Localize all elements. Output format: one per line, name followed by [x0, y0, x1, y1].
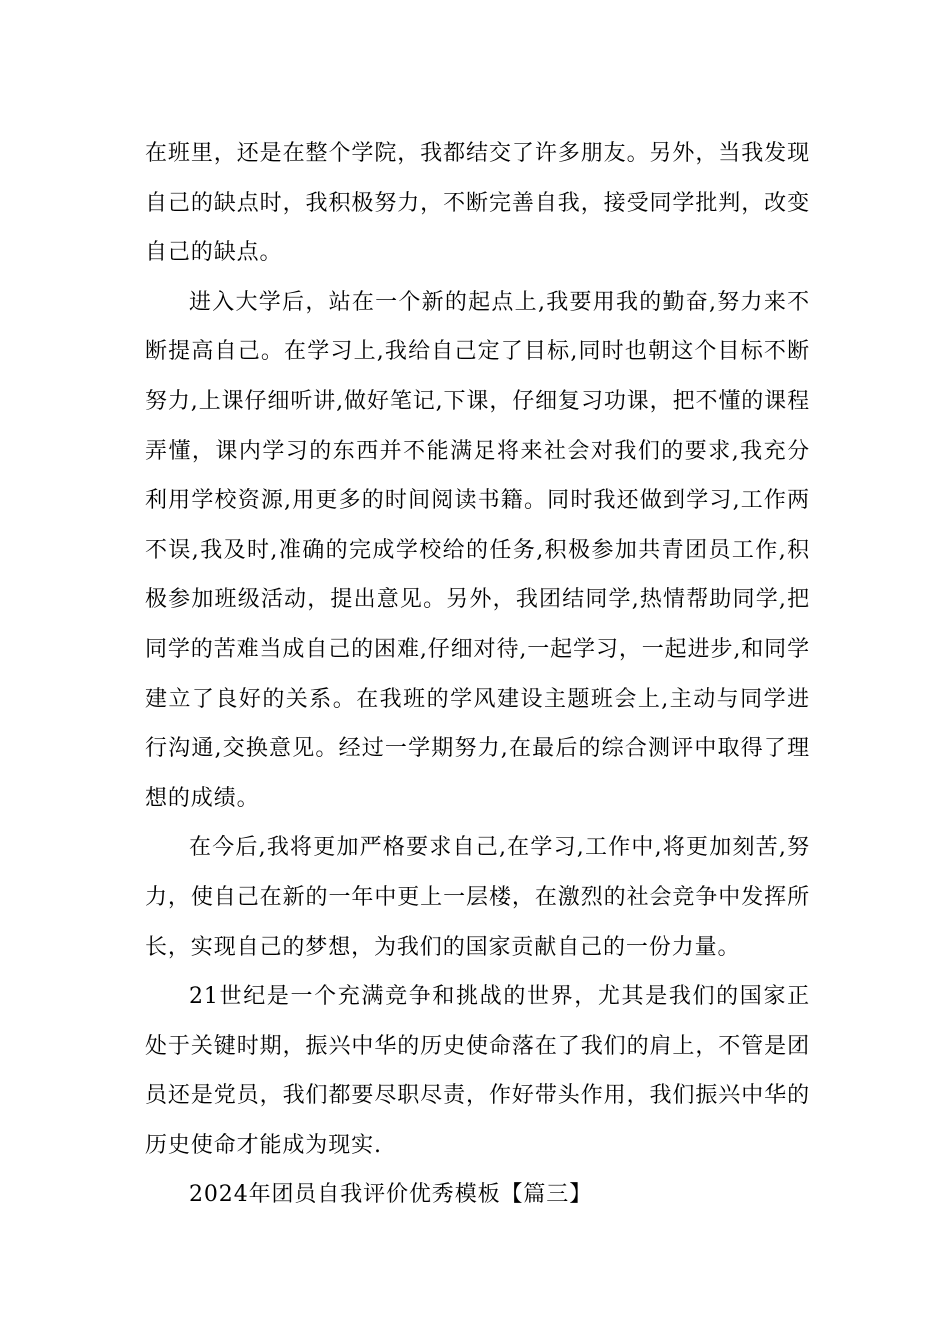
paragraph-future-plans: 在今后,我将更加严格要求自己,在学习,工作中,将更加刻苦,努力，使自己在新的一年中更上一层楼，在激烈的社会竞争中发挥所长，实现自己的梦想，为我们的国家贡献自己的一份力量。 [145, 835, 810, 960]
paragraph-university-study: 进入大学后，站在一个新的起点上,我要用我的勤奋,努力来不断提高自己。在学习上,我给自己定了目标,同时也朝这个目标不断努力,上课仔细听讲,做好笔记,下课，仔细复习功课，把不懂的课程弄懂，课内学习的东西并不能满足将来社会对我们的要求,我充分利用学校资源,用更多的时间阅读书籍。同时我还做到学习,工作两不误,我及时,准确的完成学校给的任务,积极参加共青团员工作,积极参加班级活动，提出意见。另外，我团结同学,热情帮助同学,把同学的苦难当成自己的困难,仔细对待,一起学习，一起进步,和同学建立了良好的关系。在我班的学风建设主题班会上,主动与同学进行沟通,交换意见。经过一学期努力,在最后的综合测评中取得了理想的成绩。 [145, 289, 810, 811]
paragraph-21st-century: 21世纪是一个充满竞争和挑战的世界，尤其是我们的国家正处于关键时期，振兴中华的历史使命落在了我们的肩上，不管是团员还是党员，我们都要尽职尽责，作好带头作用，我们振兴中华的历史使命才能成为现实. [145, 984, 810, 1158]
document-body [145, 129, 810, 1220]
paragraph-continuation: 在班里，还是在整个学院，我都结交了许多朋友。另外，当我发现自己的缺点时，我积极努力，不断完善自我，接受同学批判，改变自己的缺点。 [145, 141, 810, 266]
section-heading-part-three: 2024年团员自我评价优秀模板【篇三】 [189, 1182, 593, 1208]
